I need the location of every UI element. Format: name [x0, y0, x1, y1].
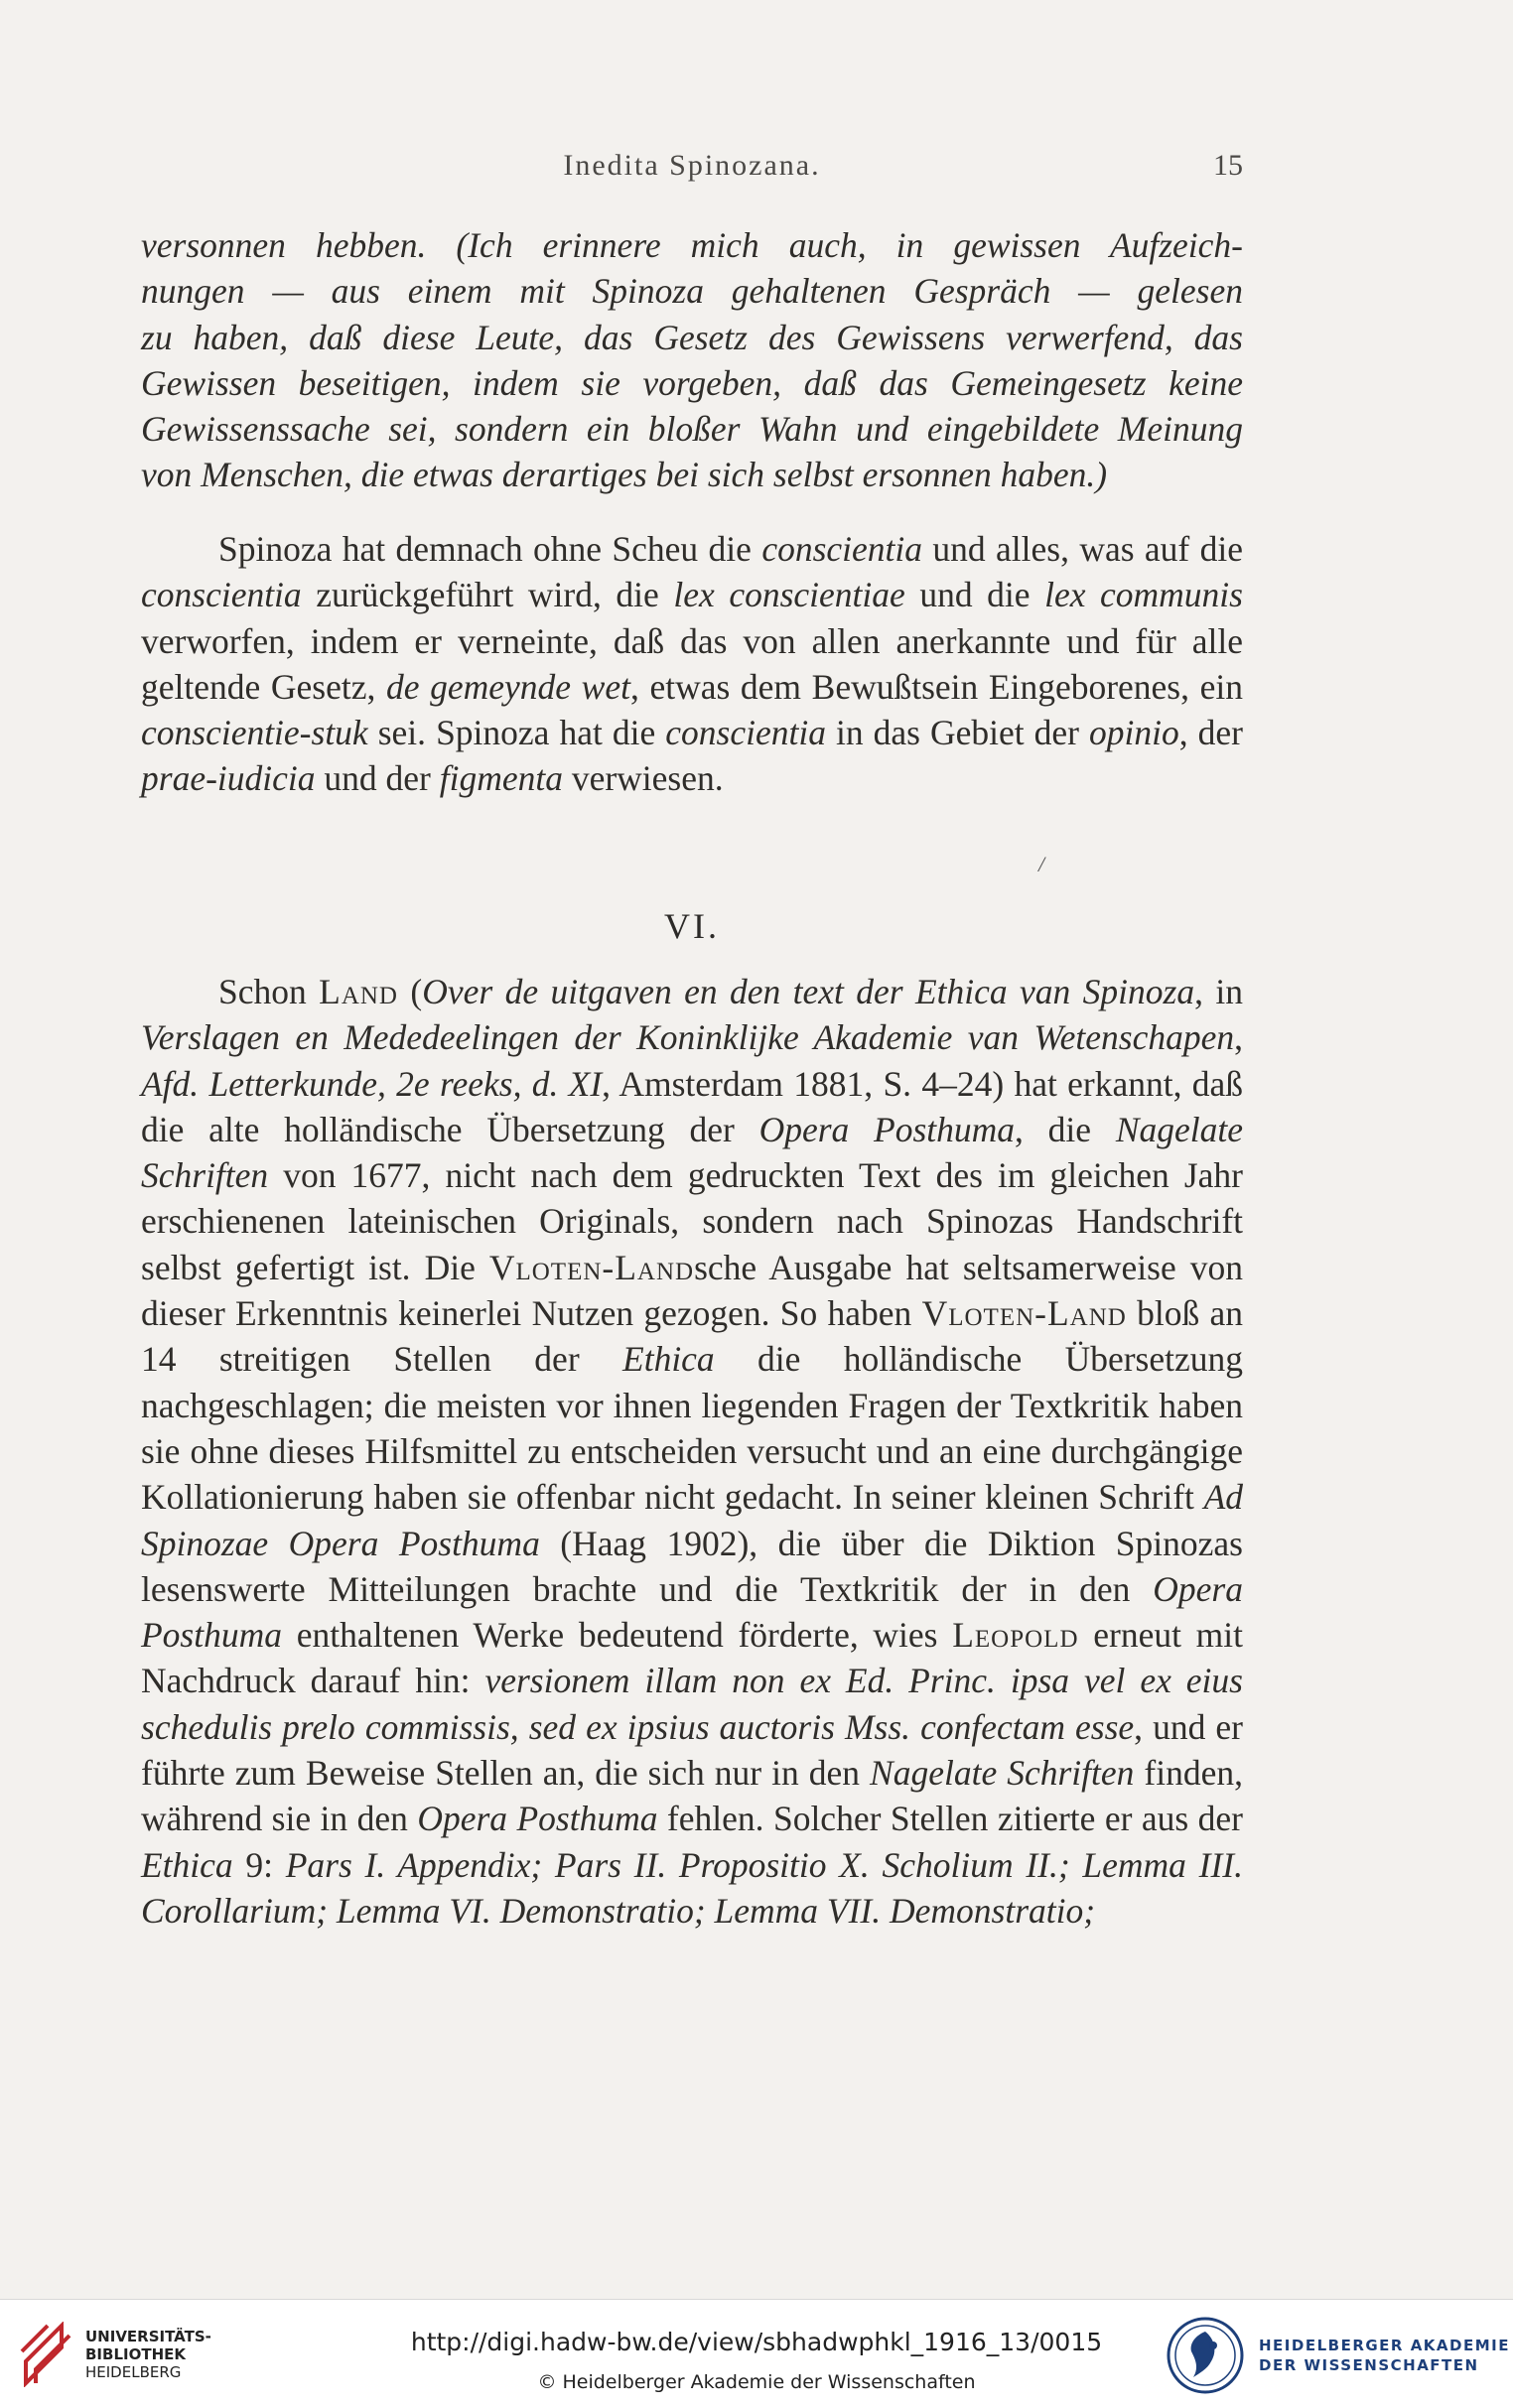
italic-title: Ethica [622, 1339, 715, 1380]
italic-term: conscientie-stuk [141, 713, 368, 753]
margin-mark: / [1038, 852, 1045, 876]
text-run: 9: [232, 1844, 286, 1885]
academy-name [1259, 2336, 1510, 2375]
text-run: Schon [218, 972, 320, 1011]
text-run: (Haag 1902), die über die Diktion Spinozas lesenswerte Mitteilungen brachte und die Textkritik der in den [141, 1523, 1243, 1609]
italic-term: conscientia [761, 529, 922, 569]
paragraph-section-vi [141, 969, 1243, 1934]
text-run: von 1677, nicht nach dem gedruckten Text des im gleichen Jahr erschienenen lateinischen Originals, sondern nach Spinozas Handschrift selbst gefertigt ist. Die [141, 1155, 1243, 1287]
text-run: , und er führte zum Beweise Stellen an, die sich nur in den [141, 1706, 1243, 1794]
italic-term: conscientia [665, 713, 826, 753]
text-line: nungen — aus einem mit Spinoza gehaltenen Gespräch — gelesen [141, 271, 1243, 312]
italic-term: opinio [1089, 713, 1179, 753]
text-run: enthaltenen Werke bedeutend förderte, wies [282, 1615, 953, 1656]
library-name-line: BIBLIOTHEK [85, 2345, 186, 2363]
italic-citation: Pars I. Appendix; Pars II. Propositio X. Scholium II.; Lemma III. Corollarium; Lemma VI. Demonstratio; Lemma VII. Demonstratio; [141, 1844, 1243, 1931]
text-line: Gewissen beseitigen, indem sie vorgeben, daß das Gemeingesetz keine [141, 362, 1243, 403]
text-run: , in [1194, 972, 1244, 1011]
author-name: Leopold [952, 1615, 1079, 1656]
text-line: von Menschen, die etwas derartiges bei sich selbst ersonnen haben.) [141, 455, 1108, 495]
text-run: ( [398, 972, 423, 1011]
text-run: erneut mit Nachdruck darauf hin: [141, 1615, 1243, 1701]
italic-title: Opera Posthuma [758, 1109, 1016, 1149]
library-name-line: UNIVERSITÄTS- [85, 2328, 211, 2345]
text-run: verworfen, indem er verneinte, daß das von allen anerkannte und für alle geltende Gesetz, [141, 620, 1243, 707]
italic-title: Nagelate Schriften [141, 1109, 1243, 1196]
text-line: Gewissenssache sei, sondern ein bloßer Wahn und eingebildete Meinung [141, 409, 1243, 450]
text-run: zurückgeführt wird, die [301, 575, 674, 615]
italic-title: Verslagen en Mededeelingen der Koninklijke Akademie van Wetenschapen [141, 1017, 1235, 1058]
text-run: und die [904, 575, 1045, 615]
text-run: , etwas dem Bewußtsein Eingeborenes, ein [629, 666, 1243, 707]
italic-title: Ad Spinozae Opera Posthuma [141, 1477, 1243, 1563]
text-run: , die [1015, 1109, 1116, 1149]
italic-term: prae-iudicia [141, 758, 316, 799]
italic-term: conscientia [141, 575, 302, 615]
page-number: 15 [1213, 149, 1243, 182]
text-run: finden, während sie in den [141, 1753, 1243, 1839]
copyright-notice: © Heidelberger Akademie der Wissenschaften [537, 2371, 976, 2393]
italic-term: lex conscientiae [673, 575, 905, 615]
viewer-footer [0, 2299, 1513, 2408]
text-run: verwiesen. [562, 758, 724, 799]
italic-quote: versionem illam non ex Ed. Princ. ipsa vel ex eius schedulis prelo commissis, sed ex ipsius auctoris Mss. confectam esse [141, 1661, 1243, 1747]
running-title: Inedita Spinozana. [563, 149, 821, 182]
paragraph-conscientia [141, 526, 1243, 802]
text-line: zu haben, daß diese Leute, das Gesetz des Gewissens verwerfend, das [141, 317, 1243, 357]
author-name: Land [319, 972, 398, 1011]
paragraph-quote [141, 222, 1243, 498]
academy-name-line: HEIDELBERGER AKADEMIE [1259, 2337, 1510, 2354]
author-name: Vloten-Land [921, 1293, 1127, 1334]
text-run: sche Ausgabe hat seltsamerweise von dieser Erkenntnis keinerlei Nutzen gezogen. So haben [141, 1247, 1243, 1334]
author-name: Vloten-Land [488, 1247, 695, 1287]
text-run: in das Gebiet der [825, 713, 1090, 753]
text-run: , [1234, 1017, 1243, 1058]
italic-title: Ethica [141, 1844, 233, 1885]
italic-term: de gemeynde wet [385, 666, 630, 707]
text-run: bloß an 14 streitigen Stellen der [141, 1293, 1243, 1380]
text-run: , Amsterdam 1881, S. 4–24) hat erkannt, daß die alte holländische Übersetzung der [141, 1063, 1243, 1149]
italic-title: Opera Posthuma [141, 1568, 1243, 1656]
italic-title: Over de uitgaven en den text der Ethica van Spinoza [422, 972, 1195, 1011]
academy-name-line: DER WISSENSCHAFTEN [1259, 2356, 1479, 2374]
academy-seal-icon [1166, 2316, 1245, 2395]
text-run: sei. Spinoza hat die [367, 713, 666, 753]
library-name-line: HEIDELBERG [85, 2363, 182, 2381]
italic-title: Nagelate Schriften [870, 1753, 1135, 1794]
text-run: fehlen. Solcher Stellen zitierte er aus der [657, 1799, 1243, 1839]
section-heading: VI. [664, 906, 720, 946]
text-run: die holländische Übersetzung nachgeschlagen; die meisten vor ihnen liegenden Fragen der Textkritik haben sie ohne dieses Hilfsmittel zu entscheiden versucht und an eine durchgängige Kollationierung haben sie offenbar nicht gedacht. In seiner kleinen Schrift [141, 1339, 1243, 1518]
text-line: versonnen hebben. (Ich erinnere mich auch, in gewissen Aufzeich- [141, 225, 1243, 265]
text-run: , der [1178, 713, 1244, 753]
italic-term: figmenta [439, 758, 563, 799]
running-head [141, 149, 1243, 193]
text-run: und alles, was auf die [922, 529, 1243, 569]
text-run: Spinoza hat demnach ohne Scheu die [218, 529, 762, 569]
italic-term: lex communis [1044, 575, 1243, 615]
italic-title: Afd. Letterkunde, 2e reeks, d. XI [141, 1063, 603, 1104]
permalink-url[interactable]: http://digi.hadw-bw.de/view/sbhadwphkl_1916_13/0015 [410, 2328, 1103, 2356]
text-run: und der [315, 758, 440, 799]
italic-title: Opera Posthuma [417, 1799, 658, 1839]
